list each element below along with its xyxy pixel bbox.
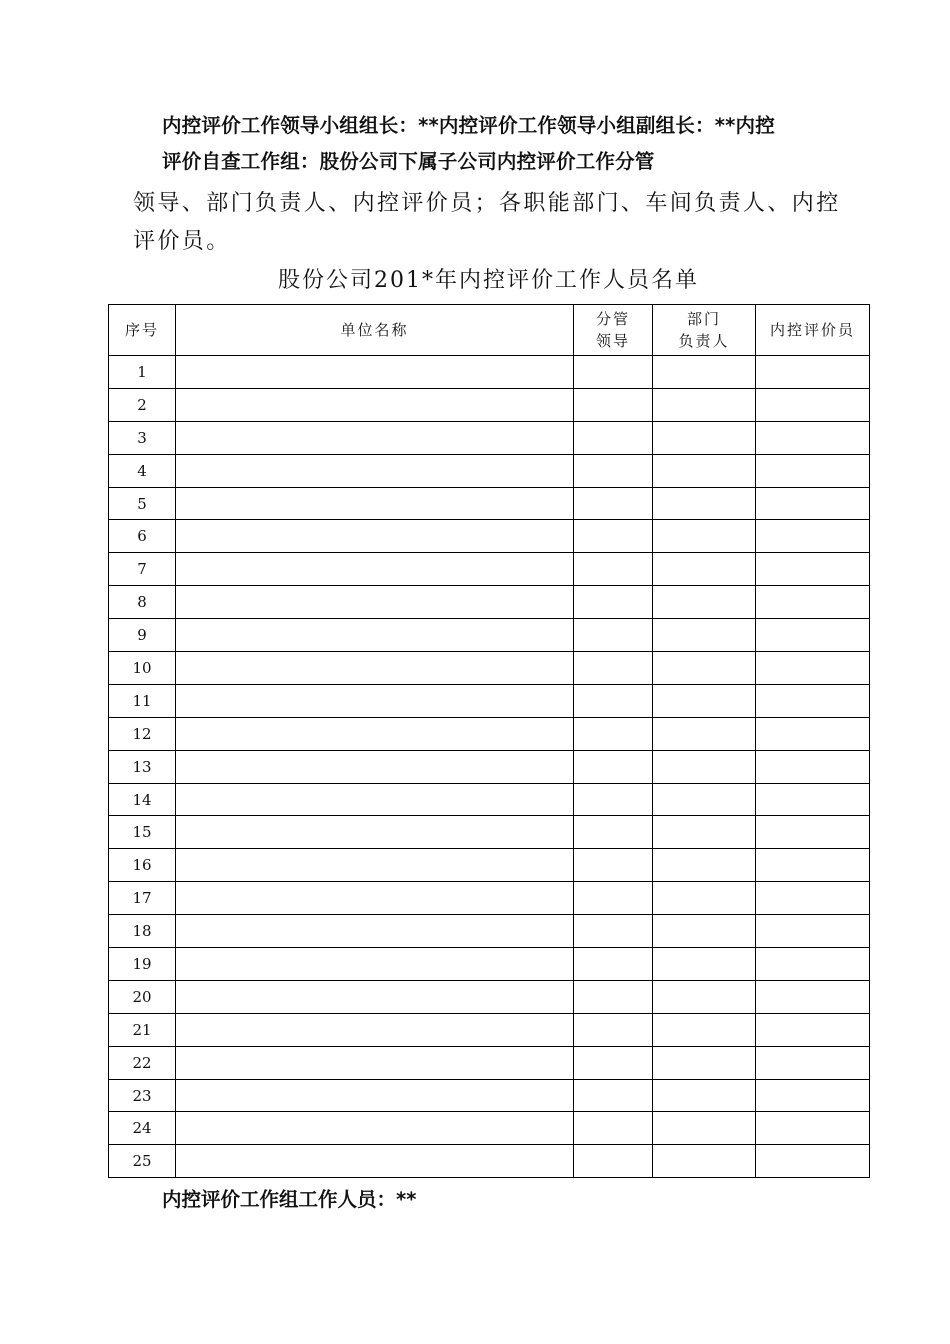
row-seq-cell: 22: [109, 1046, 176, 1079]
row-department-head-cell: [653, 980, 756, 1013]
row-unit-name-cell: [176, 915, 574, 948]
header-supervising-leader: [574, 305, 653, 356]
row-seq-cell: 14: [109, 783, 176, 816]
table-row: [109, 1013, 870, 1046]
row-unit-name-cell: [176, 980, 574, 1013]
table-row: [109, 849, 870, 882]
table-row: [109, 980, 870, 1013]
row-seq-cell: 17: [109, 882, 176, 915]
row-seq-cell: 25: [109, 1145, 176, 1178]
table-row: [109, 783, 870, 816]
row-department-head-cell: [653, 684, 756, 717]
row-evaluator-cell: [756, 849, 870, 882]
row-evaluator-cell: [756, 619, 870, 652]
table-row: [109, 619, 870, 652]
row-unit-name-cell: [176, 948, 574, 981]
row-seq-cell: 16: [109, 849, 176, 882]
staff-roster-table: [108, 304, 870, 1178]
row-unit-name-cell: [176, 619, 574, 652]
table-row: [109, 1112, 870, 1145]
row-seq-cell: 23: [109, 1079, 176, 1112]
row-unit-name-cell: [176, 553, 574, 586]
row-evaluator-cell: [756, 487, 870, 520]
table-row: [109, 652, 870, 685]
row-unit-name-cell: [176, 421, 574, 454]
row-evaluator-cell: [756, 948, 870, 981]
row-department-head-cell: [653, 816, 756, 849]
row-supervising-leader-cell: [574, 1046, 653, 1079]
row-unit-name-cell: [176, 816, 574, 849]
row-department-head-cell: [653, 1145, 756, 1178]
row-supervising-leader-cell: [574, 948, 653, 981]
row-department-head-cell: [653, 948, 756, 981]
row-supervising-leader-cell: [574, 750, 653, 783]
row-unit-name-cell: [176, 356, 574, 389]
table-body: [109, 356, 870, 1178]
row-evaluator-cell: [756, 1046, 870, 1079]
row-seq-cell: 2: [109, 388, 176, 421]
row-evaluator-cell: [756, 882, 870, 915]
table-row: [109, 816, 870, 849]
table-row: [109, 520, 870, 553]
row-department-head-cell: [653, 520, 756, 553]
row-unit-name-cell: [176, 487, 574, 520]
table-row: [109, 454, 870, 487]
row-seq-cell: 24: [109, 1112, 176, 1145]
row-evaluator-cell: [756, 553, 870, 586]
row-department-head-cell: [653, 849, 756, 882]
row-unit-name-cell: [176, 1112, 574, 1145]
header-department-head-top: 部门: [686, 310, 721, 328]
table-row: [109, 487, 870, 520]
row-seq-cell: 15: [109, 816, 176, 849]
row-supervising-leader-cell: [574, 652, 653, 685]
row-unit-name-cell: [176, 717, 574, 750]
table-row: [109, 882, 870, 915]
row-evaluator-cell: [756, 421, 870, 454]
row-seq-cell: 11: [109, 684, 176, 717]
row-unit-name-cell: [176, 520, 574, 553]
table-row: [109, 1145, 870, 1178]
row-unit-name-cell: [176, 454, 574, 487]
row-evaluator-cell: [756, 652, 870, 685]
row-supervising-leader-cell: [574, 783, 653, 816]
table-row: [109, 553, 870, 586]
row-unit-name-cell: [176, 1145, 574, 1178]
row-supervising-leader-cell: [574, 553, 653, 586]
row-seq-cell: 5: [109, 487, 176, 520]
row-unit-name-cell: [176, 652, 574, 685]
table-row: [109, 421, 870, 454]
row-seq-cell: 21: [109, 1013, 176, 1046]
row-seq-cell: 10: [109, 652, 176, 685]
row-seq-cell: 6: [109, 520, 176, 553]
row-supervising-leader-cell: [574, 816, 653, 849]
row-unit-name-cell: [176, 783, 574, 816]
row-evaluator-cell: [756, 816, 870, 849]
row-department-head-cell: [653, 388, 756, 421]
row-seq-cell: 3: [109, 421, 176, 454]
row-unit-name-cell: [176, 586, 574, 619]
row-unit-name-cell: [176, 849, 574, 882]
row-supervising-leader-cell: [574, 1145, 653, 1178]
row-seq-cell: 8: [109, 586, 176, 619]
row-unit-name-cell: [176, 882, 574, 915]
row-supervising-leader-cell: [574, 915, 653, 948]
row-department-head-cell: [653, 553, 756, 586]
row-evaluator-cell: [756, 783, 870, 816]
row-supervising-leader-cell: [574, 882, 653, 915]
leadership-paragraph-line-1: 内控评价工作领导小组组长：**内控评价工作领导小组副组长：**内控: [162, 114, 775, 137]
row-supervising-leader-cell: [574, 717, 653, 750]
row-evaluator-cell: [756, 356, 870, 389]
row-supervising-leader-cell: [574, 619, 653, 652]
row-department-head-cell: [653, 619, 756, 652]
table-title: 股份公司201*年内控评价工作人员名单: [278, 268, 699, 293]
leadership-paragraph-line-3: 领导、部门负责人、内控评价员；各职能部门、车间负责人、内控: [133, 191, 841, 216]
row-evaluator-cell: [756, 1145, 870, 1178]
leadership-paragraph-line-2: 评价自查工作组：股份公司下属子公司内控评价工作分管: [162, 150, 655, 173]
leadership-paragraph-line-4: 评价员。: [133, 229, 231, 254]
row-department-head-cell: [653, 586, 756, 619]
row-supervising-leader-cell: [574, 520, 653, 553]
table-row: [109, 915, 870, 948]
table-row: [109, 1046, 870, 1079]
row-evaluator-cell: [756, 980, 870, 1013]
row-supervising-leader-cell: [574, 1079, 653, 1112]
row-seq-cell: 1: [109, 356, 176, 389]
header-department-head-bottom: 负责人: [678, 332, 730, 350]
row-evaluator-cell: [756, 586, 870, 619]
row-supervising-leader-cell: [574, 980, 653, 1013]
row-department-head-cell: [653, 487, 756, 520]
row-department-head-cell: [653, 421, 756, 454]
row-department-head-cell: [653, 1079, 756, 1112]
row-supervising-leader-cell: [574, 421, 653, 454]
header-seq: 序号: [109, 305, 176, 356]
row-unit-name-cell: [176, 1046, 574, 1079]
row-department-head-cell: [653, 750, 756, 783]
table-row: [109, 1079, 870, 1112]
row-supervising-leader-cell: [574, 356, 653, 389]
row-department-head-cell: [653, 356, 756, 389]
table-row: [109, 388, 870, 421]
row-seq-cell: 9: [109, 619, 176, 652]
row-department-head-cell: [653, 1046, 756, 1079]
row-supervising-leader-cell: [574, 586, 653, 619]
table-row: [109, 948, 870, 981]
row-unit-name-cell: [176, 1079, 574, 1112]
row-evaluator-cell: [756, 388, 870, 421]
table-row: [109, 750, 870, 783]
row-supervising-leader-cell: [574, 487, 653, 520]
row-unit-name-cell: [176, 684, 574, 717]
table-header-row: [109, 305, 870, 356]
row-supervising-leader-cell: [574, 1013, 653, 1046]
row-seq-cell: 13: [109, 750, 176, 783]
table-row: [109, 586, 870, 619]
row-evaluator-cell: [756, 750, 870, 783]
row-seq-cell: 4: [109, 454, 176, 487]
row-evaluator-cell: [756, 454, 870, 487]
header-unit-name: 单位名称: [176, 305, 574, 356]
row-department-head-cell: [653, 1013, 756, 1046]
row-seq-cell: 20: [109, 980, 176, 1013]
row-supervising-leader-cell: [574, 454, 653, 487]
row-evaluator-cell: [756, 1013, 870, 1046]
row-unit-name-cell: [176, 388, 574, 421]
work-group-staff-line: 内控评价工作组工作人员：**: [162, 1188, 417, 1211]
row-department-head-cell: [653, 652, 756, 685]
header-supervising-leader-bottom: 领导: [595, 332, 630, 350]
row-seq-cell: 18: [109, 915, 176, 948]
row-supervising-leader-cell: [574, 684, 653, 717]
table-row: [109, 717, 870, 750]
row-department-head-cell: [653, 882, 756, 915]
row-seq-cell: 7: [109, 553, 176, 586]
row-supervising-leader-cell: [574, 388, 653, 421]
row-evaluator-cell: [756, 1112, 870, 1145]
row-department-head-cell: [653, 717, 756, 750]
table-row: [109, 356, 870, 389]
row-evaluator-cell: [756, 520, 870, 553]
row-supervising-leader-cell: [574, 1112, 653, 1145]
row-unit-name-cell: [176, 750, 574, 783]
row-evaluator-cell: [756, 1079, 870, 1112]
table-row: [109, 684, 870, 717]
row-department-head-cell: [653, 454, 756, 487]
row-evaluator-cell: [756, 915, 870, 948]
header-supervising-leader-top: 分管: [595, 310, 630, 328]
row-department-head-cell: [653, 783, 756, 816]
row-unit-name-cell: [176, 1013, 574, 1046]
row-seq-cell: 12: [109, 717, 176, 750]
row-supervising-leader-cell: [574, 849, 653, 882]
row-evaluator-cell: [756, 717, 870, 750]
row-department-head-cell: [653, 1112, 756, 1145]
row-seq-cell: 19: [109, 948, 176, 981]
row-department-head-cell: [653, 915, 756, 948]
header-department-head: [653, 305, 756, 356]
row-evaluator-cell: [756, 684, 870, 717]
header-evaluator: 内控评价员: [756, 305, 870, 356]
